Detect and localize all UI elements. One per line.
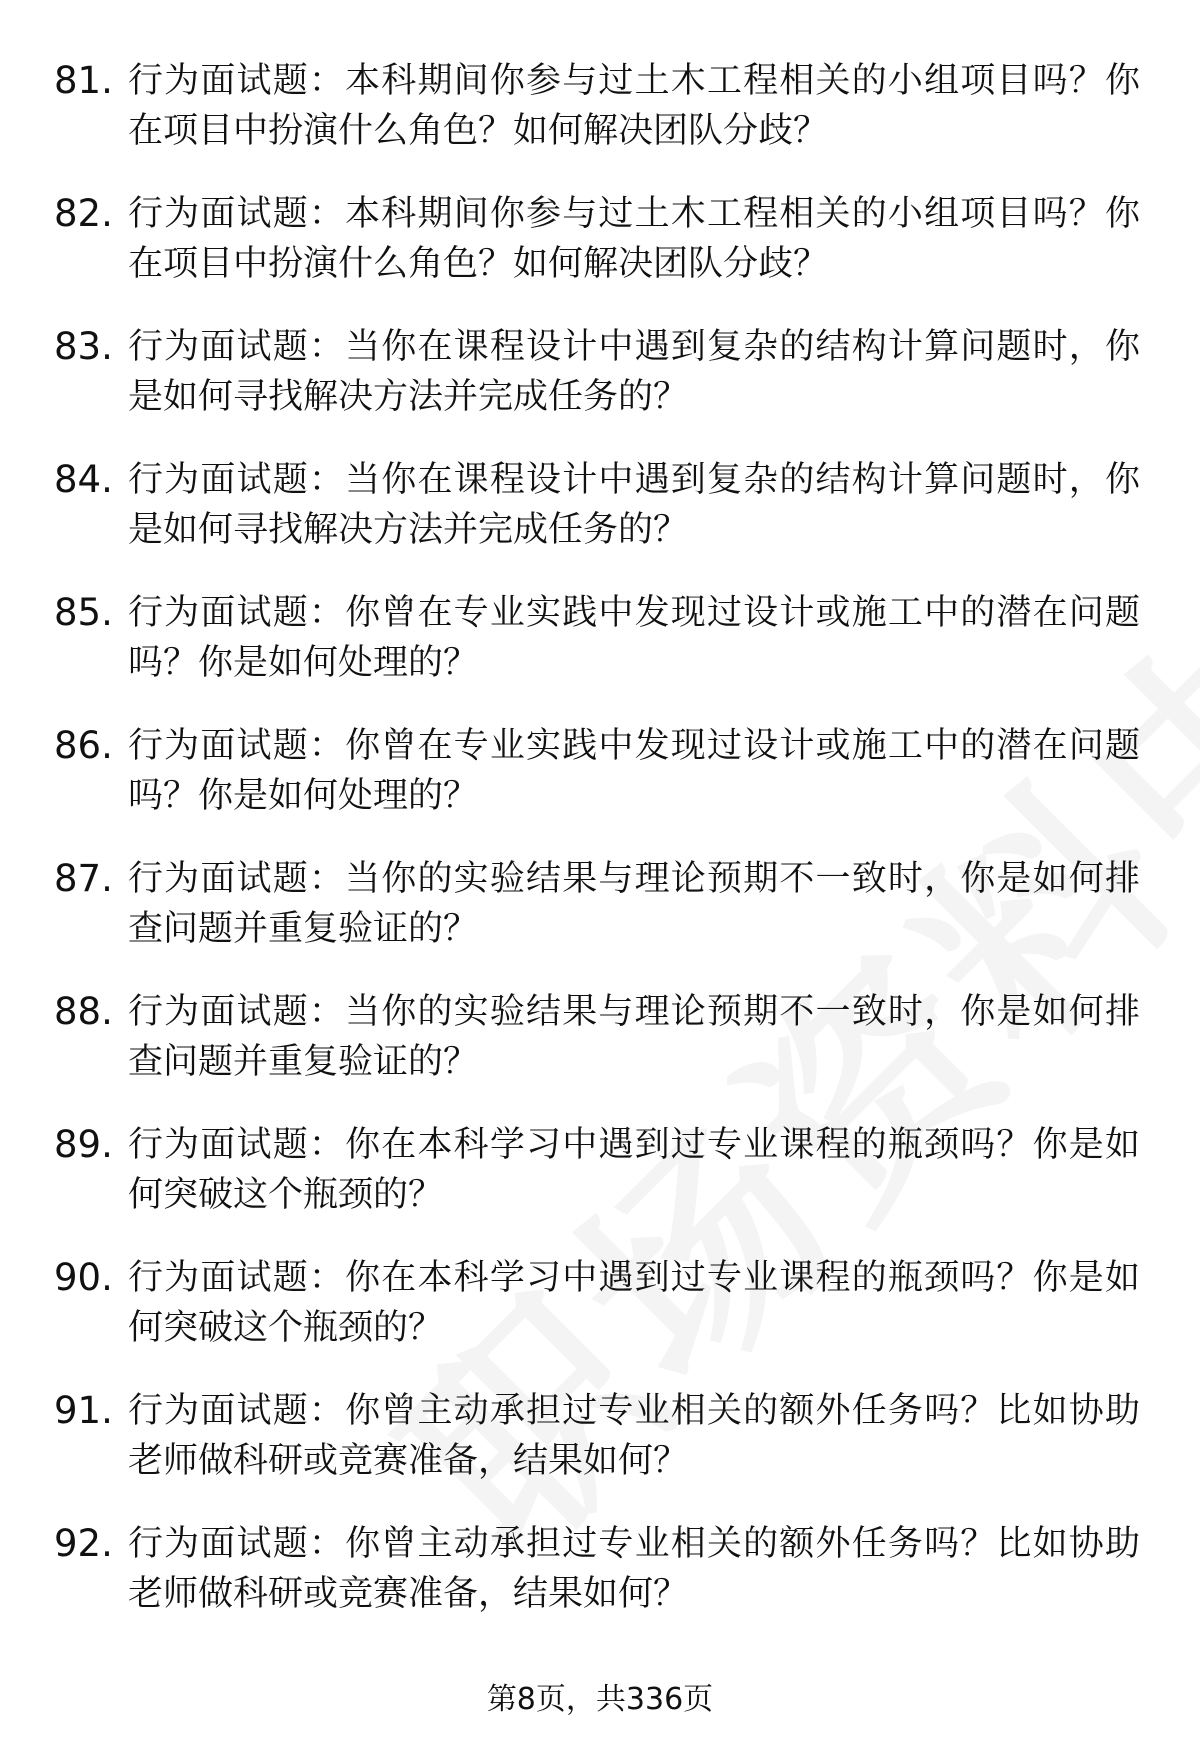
list-item [0,1386,1200,1519]
list-item [0,588,1200,721]
question-number: 88. [54,990,113,1033]
list-item [0,854,1200,987]
question-text: 行为面试题：当你在课程设计中遇到复杂的结构计算问题时，你是如何寻找解决方法并完成任务的？ [128,327,1140,417]
question-number: 89. [54,1123,113,1166]
question-number: 86. [54,724,113,767]
question-number: 85. [54,591,113,634]
list-item [0,987,1200,1120]
list-item [0,189,1200,322]
question-number: 91. [54,1389,113,1432]
question-text: 行为面试题：当你的实验结果与理论预期不一致时，你是如何排查问题并重复验证的？ [128,859,1140,949]
question-number: 83. [54,325,113,368]
question-list [0,56,1200,1652]
page-number-footer: 第8页，共336页 [486,1682,714,1717]
question-number: 81. [54,59,113,102]
question-number: 90. [54,1256,113,1299]
question-number: 92. [54,1522,113,1565]
question-number: 87. [54,857,113,900]
question-number: 82. [54,192,113,235]
question-text: 行为面试题：你曾在专业实践中发现过设计或施工中的潜在问题吗？你是如何处理的？ [128,726,1140,816]
list-item [0,1519,1200,1652]
question-text: 行为面试题：你曾主动承担过专业相关的额外任务吗？比如协助老师做科研或竞赛准备，结果如何？ [128,1391,1140,1481]
list-item [0,1120,1200,1253]
list-item [0,322,1200,455]
question-number: 84. [54,458,113,501]
list-item [0,1253,1200,1386]
list-item [0,56,1200,189]
question-text: 行为面试题：本科期间你参与过土木工程相关的小组项目吗？你在项目中扮演什么角色？如何解决团队分歧？ [128,194,1140,284]
question-text: 行为面试题：你曾主动承担过专业相关的额外任务吗？比如协助老师做科研或竞赛准备，结果如何？ [128,1524,1140,1614]
question-text: 行为面试题：你在本科学习中遇到过专业课程的瓶颈吗？你是如何突破这个瓶颈的？ [128,1258,1140,1348]
question-text: 行为面试题：你曾在专业实践中发现过设计或施工中的潜在问题吗？你是如何处理的？ [128,593,1140,683]
list-item [0,721,1200,854]
question-text: 行为面试题：你在本科学习中遇到过专业课程的瓶颈吗？你是如何突破这个瓶颈的？ [128,1125,1140,1215]
question-text: 行为面试题：当你的实验结果与理论预期不一致时，你是如何排查问题并重复验证的？ [128,992,1140,1082]
question-text: 行为面试题：本科期间你参与过土木工程相关的小组项目吗？你在项目中扮演什么角色？如何解决团队分歧？ [128,61,1140,151]
list-item [0,455,1200,588]
question-text: 行为面试题：当你在课程设计中遇到复杂的结构计算问题时，你是如何寻找解决方法并完成任务的？ [128,460,1140,550]
